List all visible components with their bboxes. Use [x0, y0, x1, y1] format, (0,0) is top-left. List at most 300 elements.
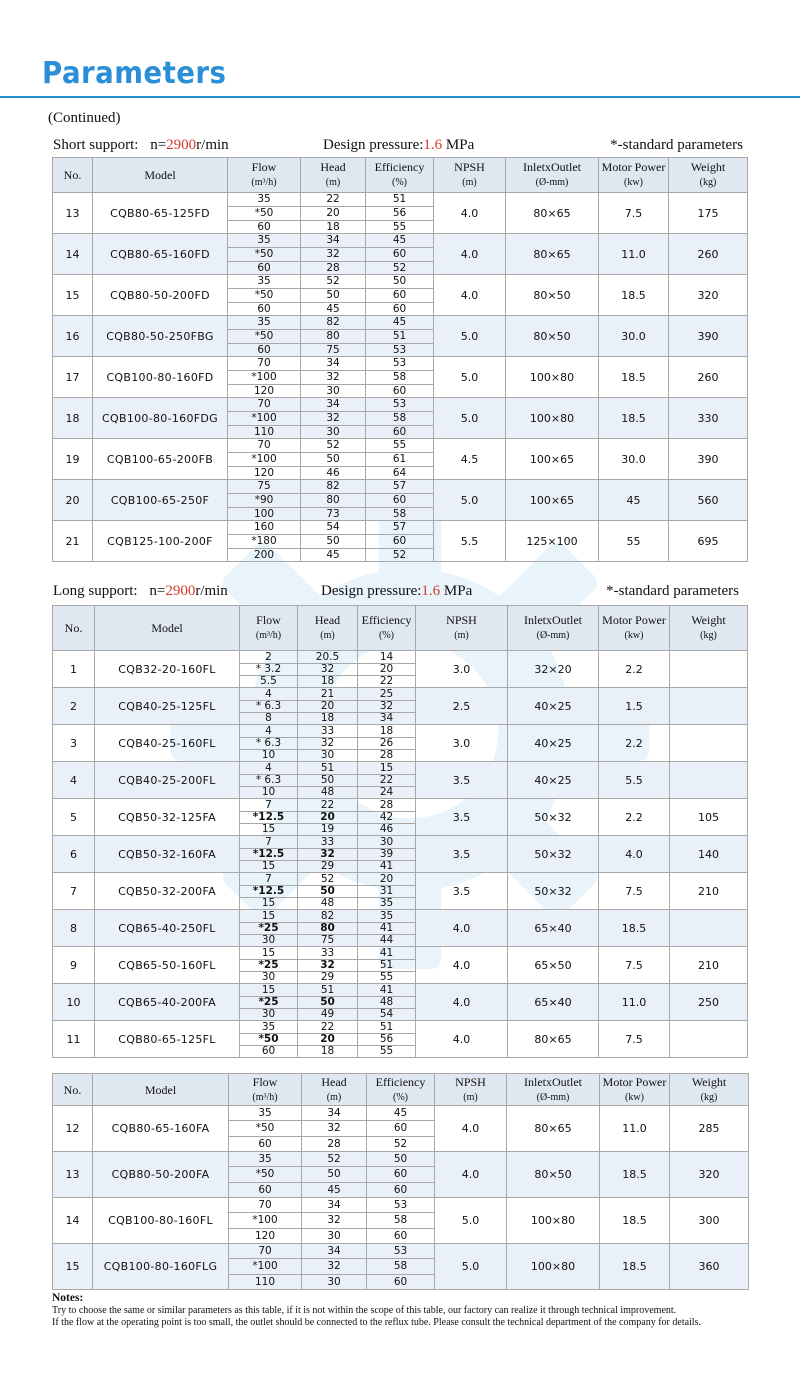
cell-efficiency: 20 — [358, 873, 416, 886]
cell-head: 20 — [298, 701, 358, 713]
cell-npsh: 5.0 — [434, 357, 506, 398]
table-row — [53, 1152, 749, 1167]
cell-flow: 110 — [229, 1275, 302, 1290]
cell-flow: *25 — [240, 997, 298, 1009]
cell-model: CQB80-65-160FA — [93, 1106, 229, 1152]
header-weight-unit: (kg) — [700, 630, 717, 641]
cell-efficiency: 22 — [358, 676, 416, 688]
cell-flow: 30 — [240, 935, 298, 947]
cell-npsh: 4.0 — [416, 1021, 508, 1058]
header-no-label: No. — [64, 621, 83, 635]
cell-power: 18.5 — [599, 398, 669, 439]
header-model-label: Model — [151, 621, 183, 635]
table-row — [53, 234, 748, 248]
header-head — [298, 606, 358, 651]
cell-npsh: 3.0 — [416, 725, 508, 762]
long-support-header — [53, 583, 739, 603]
cell-no: 10 — [53, 984, 95, 1021]
header-head-unit: (m) — [326, 1091, 342, 1103]
header-power-unit: (kw) — [624, 630, 644, 641]
header-eff-unit: (%) — [392, 177, 407, 188]
cell-npsh: 5.0 — [434, 316, 506, 357]
cell-efficiency: 42 — [358, 812, 416, 824]
cell-head: 82 — [298, 910, 358, 923]
cell-efficiency: 60 — [367, 1167, 435, 1183]
header-power — [599, 158, 669, 193]
cell-power: 55 — [599, 521, 669, 562]
pressure-unit: MPa — [440, 583, 473, 599]
cell-model: CQB65-40-200FA — [95, 984, 240, 1021]
cell-no: 8 — [53, 910, 95, 947]
cell-head: 20.5 — [298, 651, 358, 664]
cell-npsh: 4.0 — [434, 275, 506, 316]
cell-no: 9 — [53, 947, 95, 984]
cell-no: 13 — [53, 193, 93, 234]
cell-no: 13 — [53, 1152, 93, 1198]
cell-weight: 175 — [669, 193, 748, 234]
cell-flow: *50 — [228, 207, 301, 221]
header-head-label: Head — [314, 613, 341, 627]
cell-weight — [670, 725, 748, 762]
header-model-label: Model — [144, 168, 176, 182]
cell-npsh: 4.0 — [434, 193, 506, 234]
header-eff — [367, 1074, 435, 1106]
cell-head: 29 — [298, 861, 358, 873]
cell-npsh: 5.0 — [434, 480, 506, 521]
pressure-unit: MPa — [442, 137, 475, 153]
cell-head: 45 — [302, 1183, 367, 1198]
cell-efficiency: 41 — [358, 923, 416, 935]
cell-flow: *50 — [228, 330, 301, 344]
cell-no: 15 — [53, 275, 93, 316]
cell-flow: 15 — [240, 824, 298, 836]
cell-flow: 60 — [229, 1137, 302, 1152]
cell-head: 52 — [301, 439, 366, 453]
cell-flow: 30 — [240, 972, 298, 984]
cell-flow: 70 — [228, 357, 301, 371]
cell-efficiency: 45 — [367, 1106, 435, 1121]
header-power-unit: (kw) — [625, 1091, 644, 1103]
cell-efficiency: 14 — [358, 651, 416, 664]
cell-io: 100×80 — [507, 1198, 600, 1244]
cell-flow: 7 — [240, 873, 298, 886]
cell-flow: *50 — [240, 1034, 298, 1046]
cell-efficiency: 51 — [366, 193, 434, 207]
cell-no: 5 — [53, 799, 95, 836]
cell-head: 32 — [302, 1121, 367, 1137]
cell-weight — [670, 1021, 748, 1058]
cell-model: CQB80-50-200FD — [93, 275, 228, 316]
cell-head: 18 — [298, 676, 358, 688]
cell-flow: *12.5 — [240, 812, 298, 824]
cell-head: 32 — [301, 412, 366, 426]
cell-model: CQB80-50-200FA — [93, 1152, 229, 1198]
cell-head: 29 — [298, 972, 358, 984]
cell-flow: 10 — [240, 750, 298, 762]
pressure-value: 1.6 — [423, 137, 443, 153]
cell-efficiency: 58 — [366, 508, 434, 521]
cell-head: 32 — [302, 1213, 367, 1229]
header-io — [506, 158, 599, 193]
cell-efficiency: 46 — [358, 824, 416, 836]
cell-efficiency: 55 — [358, 1046, 416, 1058]
header-weight-label: Weight — [690, 160, 726, 174]
cell-head: 34 — [301, 357, 366, 371]
cell-efficiency: 53 — [367, 1244, 435, 1259]
table-row — [53, 984, 748, 997]
pressure-value: 1.6 — [421, 583, 441, 599]
cell-model: CQB65-40-250FL — [95, 910, 240, 947]
cell-head: 32 — [302, 1259, 367, 1275]
cell-head: 45 — [301, 303, 366, 316]
header-model-label: Model — [144, 1082, 177, 1097]
cell-flow: 35 — [240, 1021, 298, 1034]
cell-npsh: 4.0 — [435, 1152, 507, 1198]
header-flow-label: Flow — [252, 1074, 278, 1089]
cell-head: 50 — [301, 535, 366, 549]
cell-flow: 70 — [229, 1198, 302, 1213]
cell-weight — [670, 688, 748, 725]
cell-head: 32 — [298, 849, 358, 861]
cell-npsh: 2.5 — [416, 688, 508, 725]
cell-flow: 120 — [228, 385, 301, 398]
cell-power: 30.0 — [599, 439, 669, 480]
header-model — [93, 158, 228, 193]
short-support-table — [52, 157, 748, 562]
header-npsh-label: NPSH — [454, 160, 485, 174]
table-row — [53, 725, 748, 738]
cell-power: 5.5 — [599, 762, 670, 799]
header-flow-label: Flow — [251, 160, 277, 174]
cell-weight: 210 — [670, 947, 748, 984]
cell-power: 18.5 — [599, 357, 669, 398]
cell-efficiency: 28 — [358, 750, 416, 762]
cell-flow: *100 — [229, 1213, 302, 1229]
cell-flow: 120 — [229, 1229, 302, 1244]
table-row — [53, 480, 748, 494]
cell-efficiency: 51 — [358, 1021, 416, 1034]
cell-flow: *50 — [229, 1121, 302, 1137]
cell-flow: *100 — [228, 453, 301, 467]
cell-efficiency: 30 — [358, 836, 416, 849]
cell-efficiency: 52 — [366, 549, 434, 562]
header-weight-label: Weight — [691, 1074, 727, 1089]
cell-head: 34 — [302, 1106, 367, 1121]
cell-flow: 110 — [228, 426, 301, 439]
notes — [52, 1292, 752, 1330]
header-no — [53, 1074, 93, 1106]
header-head-unit: (m) — [325, 177, 341, 188]
cell-npsh: 5.0 — [435, 1244, 507, 1290]
cell-flow: 15 — [240, 861, 298, 873]
cell-flow: 60 — [228, 303, 301, 316]
cell-efficiency: 51 — [366, 330, 434, 344]
cell-flow: *12.5 — [240, 886, 298, 898]
cell-flow: 120 — [228, 467, 301, 480]
cell-npsh: 5.5 — [434, 521, 506, 562]
cell-no: 3 — [53, 725, 95, 762]
cell-model: CQB100-80-160FDG — [93, 398, 228, 439]
cell-efficiency: 35 — [358, 898, 416, 910]
cell-io: 80×65 — [506, 234, 599, 275]
cell-flow: 60 — [228, 221, 301, 234]
cell-head: 32 — [301, 371, 366, 385]
cell-efficiency: 60 — [366, 535, 434, 549]
cell-head: 54 — [301, 521, 366, 535]
cell-flow: 7 — [240, 836, 298, 849]
standard-note: *-standard parameters — [606, 583, 739, 599]
cell-model: CQB80-65-125FD — [93, 193, 228, 234]
table-row — [53, 439, 748, 453]
cell-weight: 250 — [670, 984, 748, 1021]
table-header-row — [53, 1074, 749, 1106]
cell-flow: 7 — [240, 799, 298, 812]
cell-io: 125×100 — [506, 521, 599, 562]
cell-efficiency: 55 — [358, 972, 416, 984]
cell-weight: 260 — [669, 234, 748, 275]
cell-weight: 320 — [670, 1152, 749, 1198]
cell-efficiency: 18 — [358, 725, 416, 738]
cell-power: 18.5 — [600, 1244, 670, 1290]
header-npsh-label: NPSH — [446, 613, 477, 627]
cell-io: 80×50 — [506, 316, 599, 357]
header-model — [95, 606, 240, 651]
cell-weight: 105 — [670, 799, 748, 836]
cell-efficiency: 60 — [366, 248, 434, 262]
cell-npsh: 3.5 — [416, 836, 508, 873]
cell-head: 32 — [301, 248, 366, 262]
cell-no: 21 — [53, 521, 93, 562]
header-power-label: Motor Power — [602, 613, 666, 627]
header-io-unit: (Ø-mm) — [536, 1091, 570, 1103]
cell-flow: 35 — [228, 275, 301, 289]
cell-head: 22 — [298, 799, 358, 812]
table-row — [53, 1244, 749, 1259]
cell-efficiency: 52 — [367, 1137, 435, 1152]
title-divider — [0, 96, 800, 98]
cell-efficiency: 20 — [358, 664, 416, 676]
cell-power: 7.5 — [599, 873, 670, 910]
cell-flow: *180 — [228, 535, 301, 549]
cell-npsh: 4.5 — [434, 439, 506, 480]
header-weight-unit: (kg) — [699, 177, 717, 188]
cell-efficiency: 57 — [366, 480, 434, 494]
cell-efficiency: 28 — [358, 799, 416, 812]
header-eff-label: Efficiency — [375, 1074, 426, 1089]
cell-flow: 60 — [240, 1046, 298, 1058]
cell-io: 65×50 — [508, 947, 599, 984]
table-row — [53, 799, 748, 812]
cell-efficiency: 15 — [358, 762, 416, 775]
cell-model: CQB32-20-160FL — [95, 651, 240, 688]
cell-flow: * 6.3 — [240, 775, 298, 787]
cell-weight: 140 — [670, 836, 748, 873]
cell-head: 46 — [301, 467, 366, 480]
cell-io: 100×65 — [506, 439, 599, 480]
cell-power: 18.5 — [599, 275, 669, 316]
cell-no: 17 — [53, 357, 93, 398]
cell-weight: 695 — [669, 521, 748, 562]
cell-head: 20 — [301, 207, 366, 221]
table-row — [53, 910, 748, 923]
cell-head: 73 — [301, 508, 366, 521]
cell-no: 18 — [53, 398, 93, 439]
cell-io: 80×50 — [506, 275, 599, 316]
header-flow-label: Flow — [256, 613, 281, 627]
header-power — [599, 606, 670, 651]
header-power-label: Motor Power — [602, 1074, 667, 1089]
table-row — [53, 521, 748, 535]
cell-flow: 35 — [228, 234, 301, 248]
header-npsh — [435, 1074, 507, 1106]
cell-efficiency: 32 — [358, 701, 416, 713]
cell-flow: *25 — [240, 960, 298, 972]
cell-no: 7 — [53, 873, 95, 910]
cell-io: 100×80 — [506, 398, 599, 439]
cell-head: 82 — [301, 316, 366, 330]
cell-efficiency: 31 — [358, 886, 416, 898]
cell-model: CQB100-80-160FL — [93, 1198, 229, 1244]
cell-head: 82 — [301, 480, 366, 494]
cell-efficiency: 53 — [366, 357, 434, 371]
cell-power: 18.5 — [600, 1198, 670, 1244]
cell-flow: * 6.3 — [240, 701, 298, 713]
header-no-label: No. — [63, 1082, 82, 1097]
cell-efficiency: 60 — [367, 1183, 435, 1198]
header-head-label: Head — [320, 160, 346, 174]
cell-power: 18.5 — [600, 1152, 670, 1198]
cell-no: 1 — [53, 651, 95, 688]
header-flow-unit: (m³/h) — [252, 1091, 278, 1103]
cell-flow: *50 — [229, 1167, 302, 1183]
cell-efficiency: 25 — [358, 688, 416, 701]
table-row — [53, 651, 748, 664]
standard-note: *-standard parameters — [610, 137, 743, 153]
cell-flow: 15 — [240, 947, 298, 960]
cell-head: 22 — [301, 193, 366, 207]
header-npsh-label: NPSH — [455, 1074, 486, 1089]
cell-efficiency: 26 — [358, 738, 416, 750]
cell-npsh: 4.0 — [416, 947, 508, 984]
cell-efficiency: 60 — [366, 494, 434, 508]
cell-model: CQB80-65-160FD — [93, 234, 228, 275]
cell-weight: 560 — [669, 480, 748, 521]
cell-flow: * 6.3 — [240, 738, 298, 750]
cell-npsh: 4.0 — [416, 984, 508, 1021]
cell-model: CQB125-100-200F — [93, 521, 228, 562]
cell-efficiency: 60 — [366, 289, 434, 303]
header-eff — [358, 606, 416, 651]
table-header-row — [53, 606, 748, 651]
cell-head: 75 — [301, 344, 366, 357]
cell-flow: 60 — [228, 344, 301, 357]
cell-efficiency: 56 — [366, 207, 434, 221]
header-no — [53, 606, 95, 651]
cell-model: CQB40-25-125FL — [95, 688, 240, 725]
cell-weight: 320 — [669, 275, 748, 316]
notes-line-1: Try to choose the same or similar parameters as this table, if it is not within the scope of this table, our factory can realize it through technical improvement. — [52, 1304, 677, 1316]
cell-head: 32 — [298, 960, 358, 972]
speed-unit: r/min — [196, 137, 229, 153]
cell-efficiency: 34 — [358, 713, 416, 725]
cell-npsh: 5.0 — [434, 398, 506, 439]
cell-head: 45 — [301, 549, 366, 562]
cell-power: 11.0 — [600, 1106, 670, 1152]
cell-head: 34 — [302, 1244, 367, 1259]
cell-weight: 360 — [670, 1244, 749, 1290]
cell-efficiency: 55 — [366, 221, 434, 234]
cell-io: 40×25 — [508, 762, 599, 799]
cell-flow: *100 — [229, 1259, 302, 1275]
cell-npsh: 5.0 — [435, 1198, 507, 1244]
cell-efficiency: 56 — [358, 1034, 416, 1046]
cell-flow: 200 — [228, 549, 301, 562]
cell-power: 4.0 — [599, 836, 670, 873]
cell-no: 11 — [53, 1021, 95, 1058]
cell-efficiency: 44 — [358, 935, 416, 947]
cell-head: 34 — [301, 234, 366, 248]
cell-flow: 2 — [240, 651, 298, 664]
cell-head: 30 — [302, 1275, 367, 1290]
header-no-label: No. — [63, 168, 82, 182]
cell-head: 20 — [298, 1034, 358, 1046]
header-weight-label: Weight — [691, 613, 726, 627]
cell-flow: 30 — [240, 1009, 298, 1021]
cell-head: 20 — [298, 812, 358, 824]
cell-npsh: 3.0 — [416, 651, 508, 688]
cell-power: 11.0 — [599, 984, 670, 1021]
cell-io: 50×32 — [508, 836, 599, 873]
header-head — [302, 1074, 367, 1106]
cell-efficiency: 41 — [358, 947, 416, 960]
cell-flow: 10 — [240, 787, 298, 799]
cell-flow: 70 — [228, 398, 301, 412]
header-weight — [670, 1074, 749, 1106]
cell-efficiency: 60 — [366, 426, 434, 439]
table-row — [53, 873, 748, 886]
cell-io: 80×50 — [507, 1152, 600, 1198]
cell-head: 80 — [301, 494, 366, 508]
table-row — [53, 275, 748, 289]
table-row — [53, 1021, 748, 1034]
cell-flow: 35 — [229, 1106, 302, 1121]
cell-weight: 330 — [669, 398, 748, 439]
continued-label: (Continued) — [48, 110, 121, 126]
header-io-label: InletxOutlet — [524, 1074, 582, 1089]
cell-flow: 100 — [228, 508, 301, 521]
header-npsh-unit: (m) — [463, 1091, 478, 1103]
cell-npsh: 3.5 — [416, 762, 508, 799]
cell-head: 52 — [302, 1152, 367, 1167]
cell-power: 2.2 — [599, 799, 670, 836]
cell-model: CQB100-80-160FD — [93, 357, 228, 398]
cell-head: 19 — [298, 824, 358, 836]
cell-model: CQB100-80-160FLG — [93, 1244, 229, 1290]
pressure-prefix: Design pressure: — [321, 583, 422, 599]
cell-flow: 15 — [240, 910, 298, 923]
header-eff-unit: (%) — [379, 630, 394, 641]
cell-flow: 15 — [240, 898, 298, 910]
header-io — [507, 1074, 600, 1106]
header-flow — [240, 606, 298, 651]
cell-no: 19 — [53, 439, 93, 480]
cell-io: 40×25 — [508, 725, 599, 762]
cell-flow: 70 — [228, 439, 301, 453]
support-label: Short support: — [53, 137, 139, 153]
table-row — [53, 398, 748, 412]
header-npsh-unit: (m) — [454, 630, 469, 641]
header-flow — [228, 158, 301, 193]
